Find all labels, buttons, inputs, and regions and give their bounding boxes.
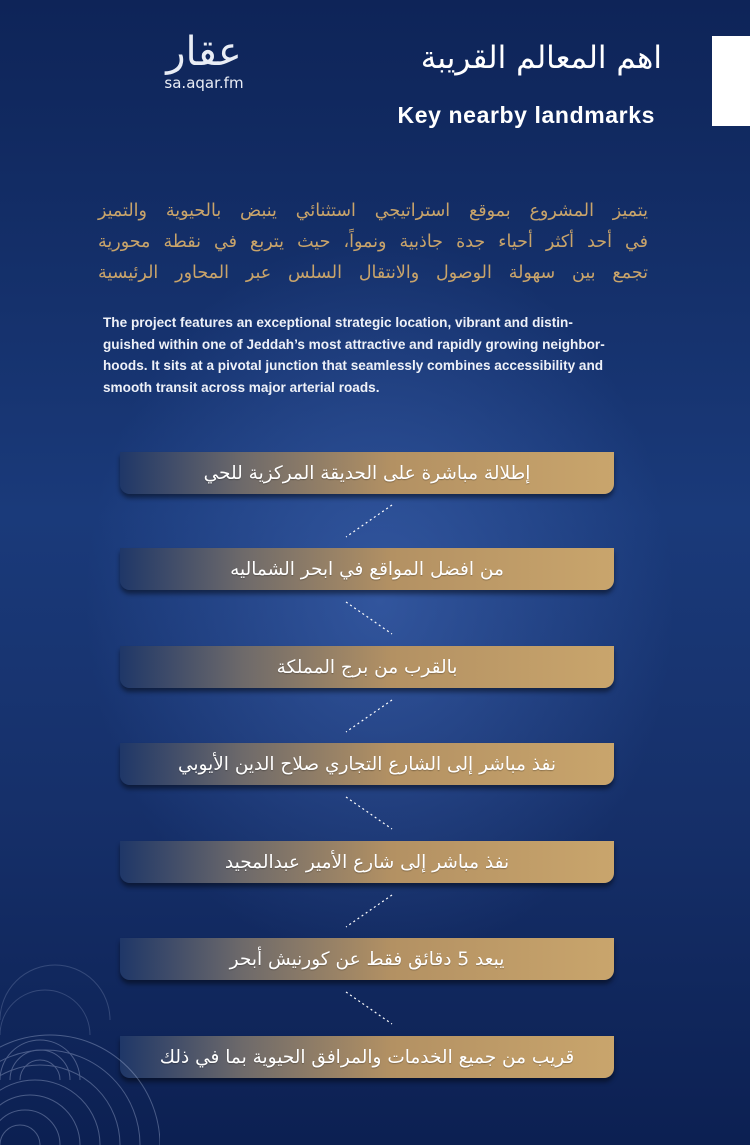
dotted-connector	[340, 893, 398, 929]
landmark-label: من افضل المواقع في ابحر الشماليه	[230, 558, 504, 580]
description-english-line: guished within one of Jeddah’s most attractive and rapidly growing neighbor-	[103, 336, 605, 352]
landmark-label: نفذ مباشر إلى شارع الأمير عبدالمجيد	[224, 851, 510, 873]
dotted-connector	[340, 795, 398, 831]
landmark-label: نفذ مباشر إلى الشارع التجاري صلاح الدين الأيوبي	[177, 753, 557, 775]
dotted-connector	[340, 600, 398, 636]
description-arabic-line: يتميز المشروع بموقع استراتيجي استثنائي ينبض بالحيوية والتميز	[98, 201, 648, 221]
landmark-north-obhur	[120, 548, 614, 590]
description-english-line: The project features an exceptional strategic location, vibrant and distin-	[103, 315, 573, 330]
landmark-label: يبعد 5 دقائق فقط عن كورنيش أبحر	[229, 948, 505, 970]
landmark-label: بالقرب من برج المملكة	[276, 656, 458, 678]
white-edge-tab	[712, 36, 750, 126]
description-arabic	[98, 196, 648, 289]
description-english	[103, 312, 651, 398]
decorative-arcs	[0, 960, 160, 1145]
dotted-connector	[340, 698, 398, 734]
landmark-salahuddin-street	[120, 743, 614, 785]
dotted-connector	[340, 503, 398, 539]
landmark-kingdom-tower	[120, 646, 614, 688]
dotted-connector	[340, 990, 398, 1026]
landmark-obhur-corniche	[120, 938, 614, 980]
logo-arabic: عقار	[166, 29, 242, 75]
description-english-line: hoods. It sits at a pivotal junction that seamlessly combines accessibility and	[103, 358, 604, 373]
description-arabic-line: تجمع بين سهولة الوصول والانتقال السلس عبر المحاور الرئيسية	[98, 263, 648, 283]
logo-domain: sa.aqar.fm	[164, 74, 244, 92]
page-title-arabic: اهم المعالم القريبة	[420, 40, 662, 76]
landmark-label: قريب من جميع الخدمات والمرافق الحيوية بما في ذلك	[159, 1046, 575, 1068]
page-title-english: Key nearby landmarks	[397, 102, 655, 128]
description-english-line: smooth transit across major arterial roads.	[103, 379, 380, 395]
aqar-logo	[146, 30, 262, 94]
landmark-services-facilities	[120, 1036, 614, 1078]
description-arabic-line: في أحد أكثر أحياء جدة جاذبية ونمواً، حيث يتربع في نقطة محورية	[98, 232, 648, 252]
landmark-prince-abdulmajeed-street	[120, 841, 614, 883]
landmark-label: إطلالة مباشرة على الحديقة المركزية للحي	[203, 462, 531, 484]
landmark-central-park	[120, 452, 614, 494]
